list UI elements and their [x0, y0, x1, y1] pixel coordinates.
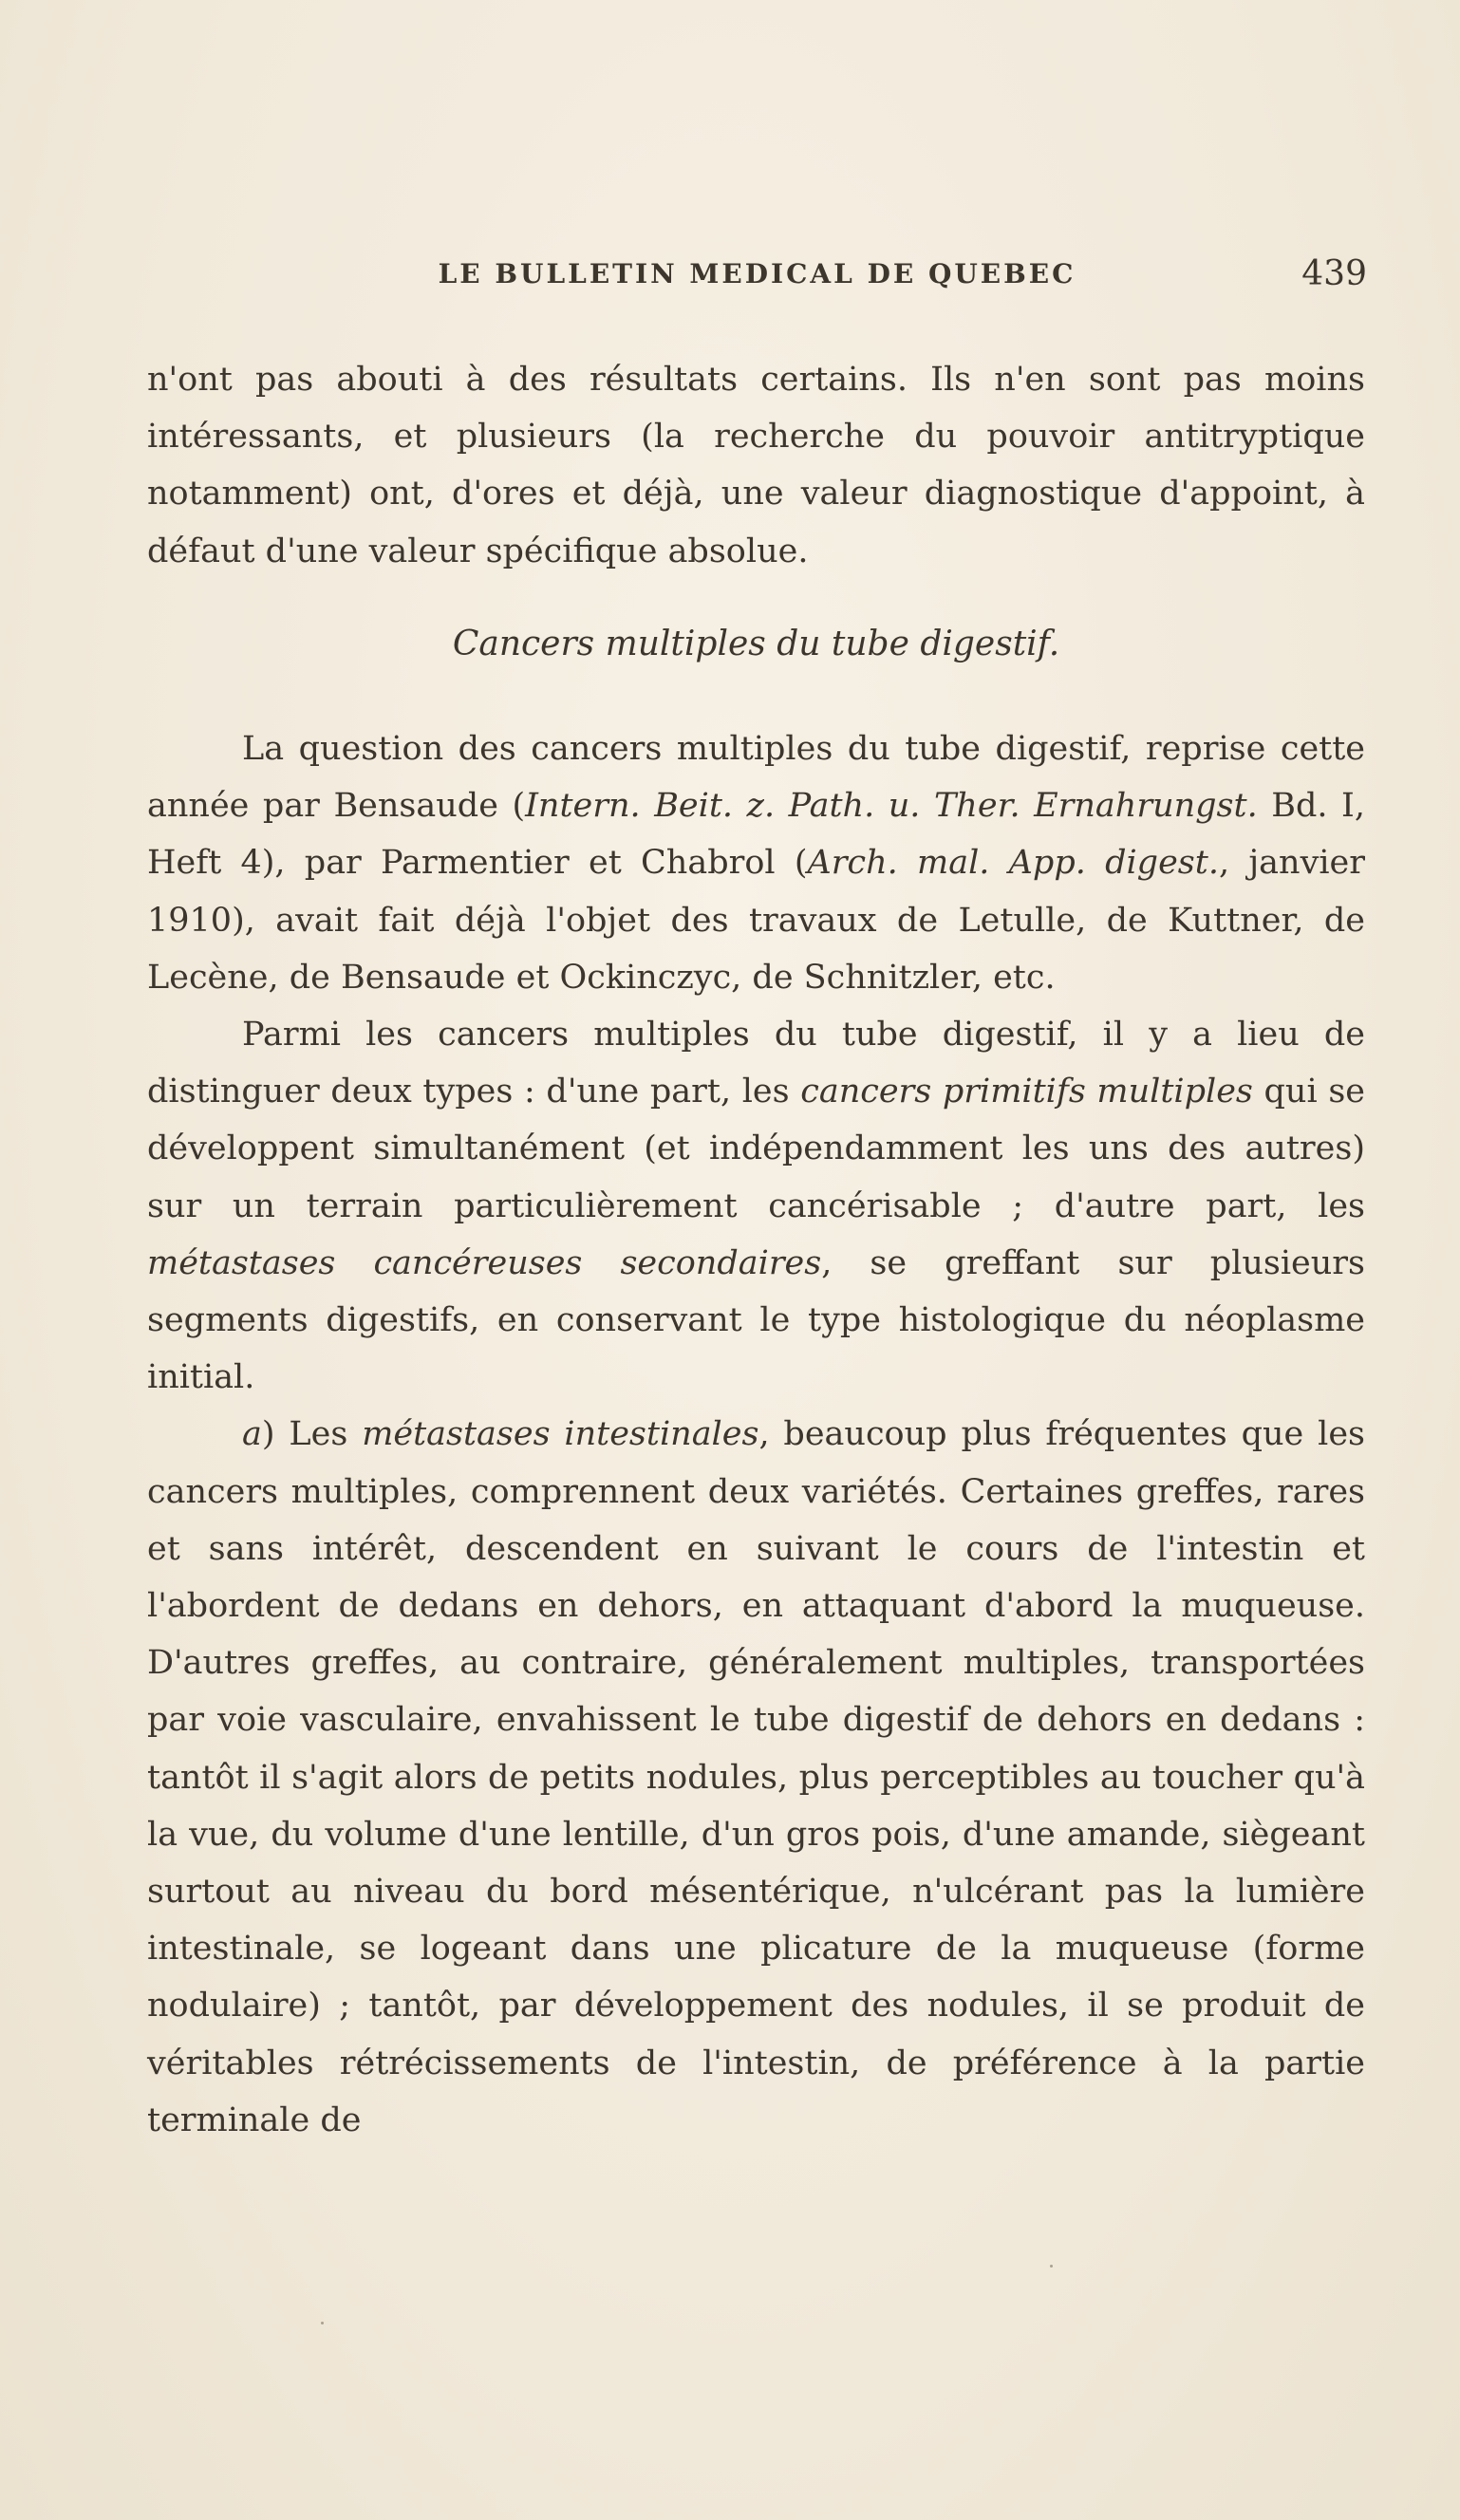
paper-speck: [1050, 2265, 1053, 2268]
section-heading: Cancers multiples du tube digestif.: [452, 624, 1060, 663]
text-span: La question des cancers multiples du tube digestif, reprise cette année par Bensaude (: [147, 730, 1365, 826]
body-text: [147, 351, 1365, 2149]
emphasis-italic: cancers primitifs multiples: [800, 1073, 1253, 1111]
page-number: 439: [1301, 254, 1367, 293]
text-span: Parmi les cancers multiples du tube digestif, il y a lieu de distinguer deux types : d'une part, les: [147, 1016, 1365, 1111]
paragraph-4: [147, 1406, 1365, 2149]
citation-italic: Intern. Beit. z. Path. u. Ther. Ernahrungst.: [525, 787, 1258, 826]
paragraph-1: n'ont pas abouti à des résultats certains. Ils n'en sont pas moins intéressants, et plusieurs (la recherche du pouvoir antitryptique notamment) ont, d'ores et déjà, une valeur diagnostique d'appoint, à défaut d'une valeur spécifique absolue.: [147, 361, 1365, 570]
paragraph-2: [147, 720, 1365, 1006]
text-span: , janvier 1910), avait fait déjà l'objet des travaux de Letulle, de Kuttner, de Lecène, de Bensaude et Ockinczyc, de Schnitzler, etc.: [147, 844, 1365, 997]
emphasis-italic: métastases intestinales: [362, 1415, 759, 1454]
text-span: , se greffant sur plusieurs segments digestifs, en conservant le type histologique du néoplasme initial.: [147, 1243, 1366, 1397]
emphasis-italic: métastases cancéreuses secondaires: [147, 1243, 822, 1282]
text-span: qui se développent simultanément (et indépendamment les uns des autres) sur un terrain particulièrement cancérisable ; d'autre part, les: [147, 1073, 1365, 1225]
text-span: , beaucoup plus fréquentes que les cancers multiples, comprennent deux variétés. Certaines greffes, rares et sans intérêt, descendent en suivant le cours de l'intestin et l'abordent de dedans en dehors, en attaquant d'abord la muqueuse. D'autres greffes, au contraire, généralement multiples, transportées par voie vasculaire, envahissent le tube digestif de dehors en dedans : tantôt il s'agit alors de petits nodules, plus perceptibles au toucher qu'à la vue, du volume d'une lentille, d'un gros pois, d'une amande, siègeant surtout au niveau du bord mésentérique, n'ulcérant pas la lumière intestinale, se logeant dans une plicature de la muqueuse (forme nodulaire) ; tantôt, par développement des nodules, il se produit de véritables rétrécissements de l'intestin, de préférence à la partie terminale de: [147, 1415, 1366, 2139]
paper-speck: [321, 2322, 324, 2324]
paragraph-3: [147, 1006, 1365, 1406]
list-marker: a: [242, 1415, 262, 1454]
citation-italic: Arch. mal. App. digest.: [807, 844, 1219, 883]
running-header: [147, 254, 1367, 292]
journal-title: LE BULLETIN MEDICAL DE QUEBEC: [438, 258, 1076, 289]
text-span: Bd. I, Heft 4), par Parmentier et Chabrol (: [147, 787, 1365, 883]
text-span: ) Les: [261, 1415, 363, 1454]
